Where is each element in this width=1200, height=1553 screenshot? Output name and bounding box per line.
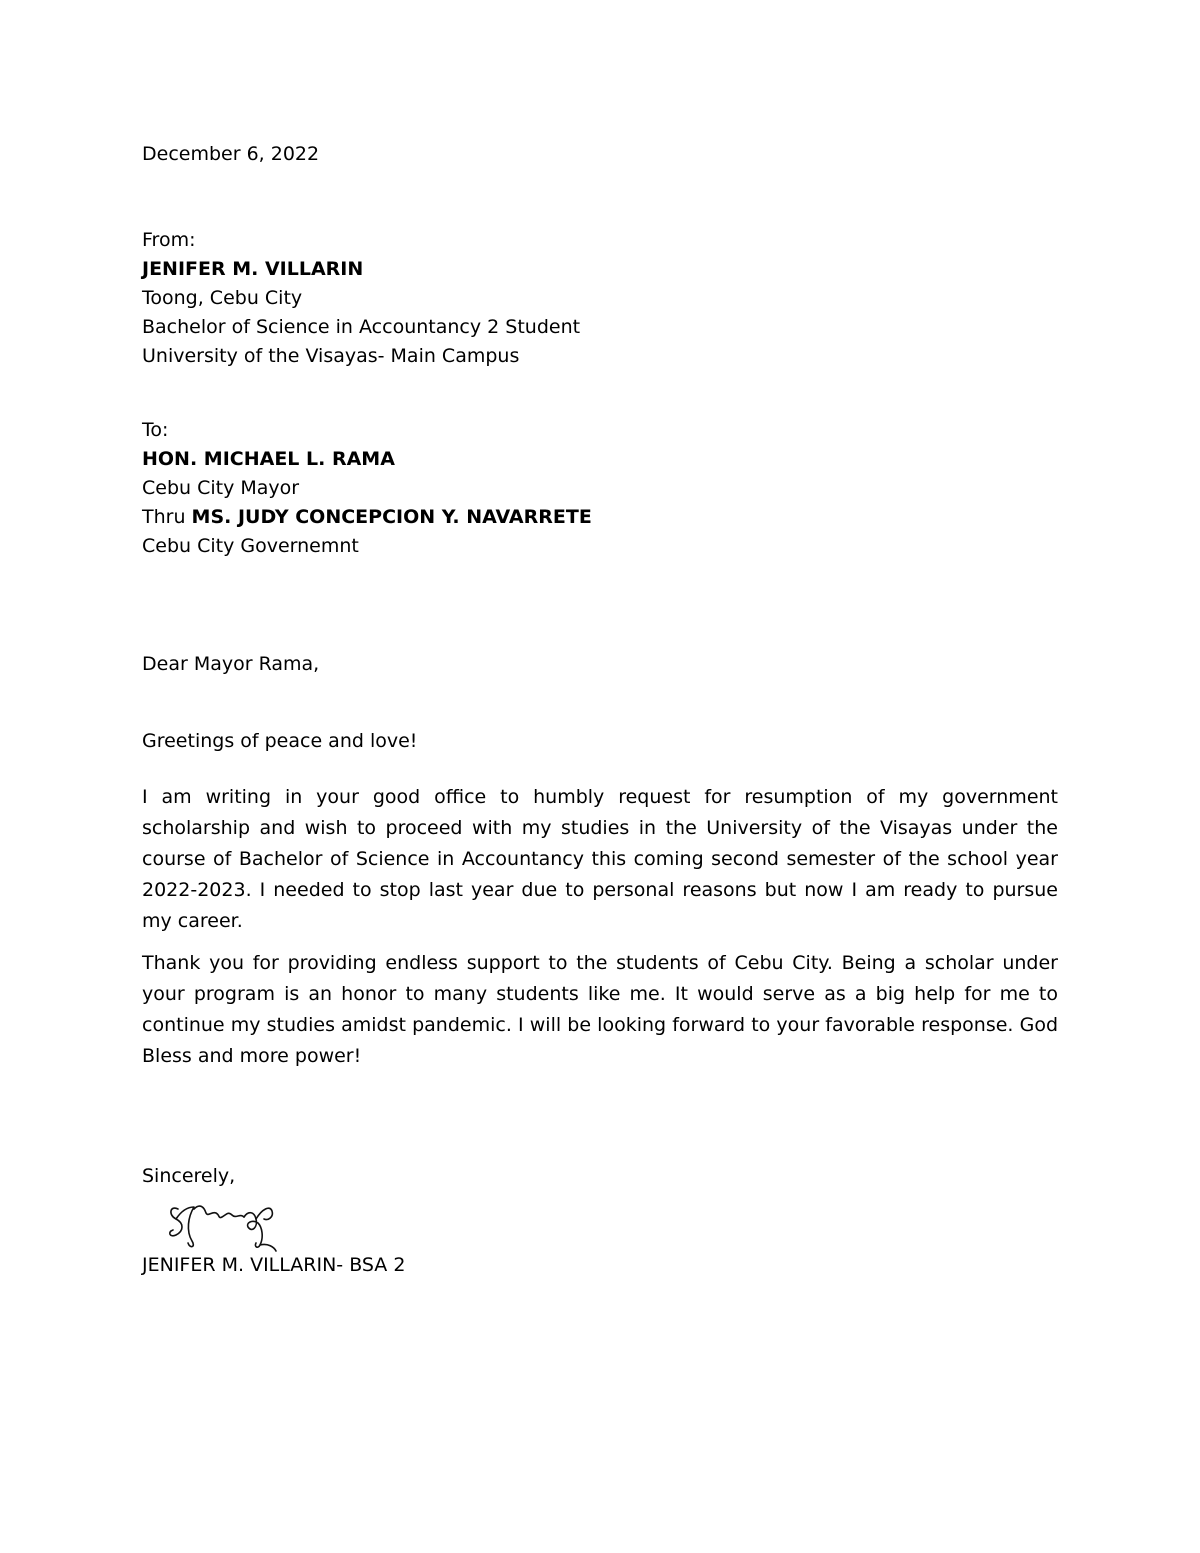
sender-block	[142, 226, 1058, 371]
sender-program: Bachelor of Science in Accountancy 2 Student	[142, 316, 581, 338]
handwritten-signature	[164, 1197, 294, 1255]
letter-date: December 6, 2022	[142, 143, 320, 165]
to-label: To:	[142, 419, 169, 441]
signatory-name: JENIFER M. VILLARIN- BSA 2	[142, 1254, 406, 1276]
signatory-block	[142, 1251, 1058, 1280]
greeting-text: Greetings of peace and love!	[142, 730, 418, 752]
greeting	[142, 727, 1058, 756]
recipient-office: Cebu City Governemnt	[142, 535, 359, 557]
recipient-block	[142, 416, 1058, 561]
thru-name: MS. JUDY CONCEPCION Y. NAVARRETE	[191, 506, 592, 528]
from-label: From:	[142, 229, 196, 251]
closing-text: Sincerely,	[142, 1165, 236, 1187]
body-paragraph-2: Thank you for providing endless support to the students of Cebu City. Being a scholar under your program is an honor to many students like me. It would serve as a big help for me to continue my studies amidst pandemic. I will be looking forward to your favorable response. God Bless and more power!	[142, 952, 1058, 1067]
salutation-text: Dear Mayor Rama,	[142, 653, 320, 675]
body-paragraph-1: I am writing in your good office to humbly request for resumption of my government scholarship and wish to proceed with my studies in the University of the Visayas under the course of Bachelor of Science in Accountancy this coming second semester of the school year 2022-2023. I needed to stop last year due to personal reasons but now I am ready to pursue my career.	[142, 786, 1058, 932]
recipient-thru	[142, 503, 1058, 532]
thru-prefix: Thru	[142, 506, 192, 528]
sender-address: Toong, Cebu City	[142, 287, 303, 309]
letter-body	[142, 140, 1058, 1280]
sender-school: University of the Visayas- Main Campus	[142, 345, 520, 367]
salutation	[142, 650, 1058, 679]
sender-name: JENIFER M. VILLARIN	[142, 258, 364, 280]
closing	[142, 1162, 1058, 1191]
recipient-title: Cebu City Mayor	[142, 477, 300, 499]
recipient-name: HON. MICHAEL L. RAMA	[142, 448, 395, 470]
date-block	[142, 140, 1058, 169]
